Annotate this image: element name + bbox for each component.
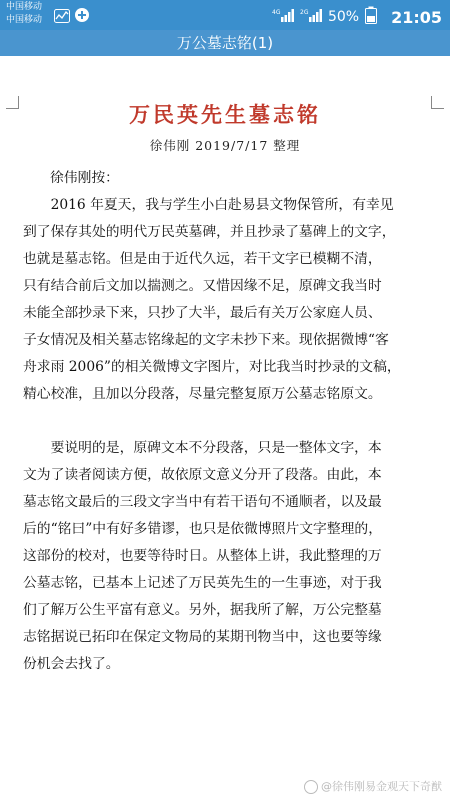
text-line: 文为了读者阅读方便，故依原文意义分开了段落。由此，本: [23, 467, 382, 483]
svg-text:2G: 2G: [299, 9, 309, 16]
weibo-icon: [304, 780, 318, 794]
svg-text:4G: 4G: [271, 9, 281, 16]
text-line: 2016 年夏天，我与学生小白赴易县文物保管所，有幸见: [23, 197, 394, 213]
text-line: 到了保存其处的明代万民英墓碑，并且抄录了墓碑上的文字，: [23, 224, 396, 240]
text-line: 公墓志铭，已基本上记述了万民英先生的一生事迹，对于我: [23, 575, 382, 591]
text-line: 只有结合前后文加以揣测之。又惜因缘不足，原碑文我当时: [23, 278, 382, 294]
text-line: 志铭据说已拓印在保定文物局的某期刊物当中，这也要等缘: [23, 629, 382, 645]
document-byline: 徐伟刚 2019/7/17 整理: [149, 138, 301, 153]
paragraph-1: [23, 192, 438, 408]
text-line: 子女情况及相关墓志铭缘起的文字未抄下来。现依据微博“客: [23, 332, 389, 348]
activity-icon: [54, 8, 70, 27]
status-right-group: [272, 6, 442, 28]
text-line: 后的“铭曰”中有好多错谬，也只是依微博照片文字整理的，: [23, 521, 383, 537]
battery-percentage: 50%: [327, 9, 360, 25]
carrier-label-1: 中国移动: [6, 2, 43, 12]
battery-icon: [365, 6, 377, 28]
signal-icon-1: [272, 8, 294, 26]
paragraph-2: [23, 435, 438, 678]
text-line: 份机会去找了。: [23, 656, 120, 672]
window-title: 万公墓志铭(1): [176, 34, 274, 52]
notification-icon: [74, 7, 90, 27]
document-title-bar: [0, 30, 450, 56]
paragraph-intro: [23, 165, 438, 192]
watermark-text: @徐伟刚易金观天下奇猷: [321, 780, 442, 793]
status-bar: [0, 0, 450, 30]
document-heading: 万民英先生墓志铭: [129, 102, 321, 127]
text-line: 也就是墓志铭。但是由于近代久远，若干文字已模糊不清，: [23, 251, 382, 267]
text-line: 精心校准，且加以分段落，尽量完整复原万公墓志铭原文。: [23, 386, 382, 402]
text-line: 这部份的校对，也要等待时日。从整体上讲，我此整理的万: [23, 548, 382, 564]
weibo-watermark: [304, 778, 442, 794]
carrier-label-2: 中国移动: [6, 15, 43, 25]
text-line: 舟求雨 2006”的相关微博文字图片，对比我当时抄录的文稿，: [23, 359, 401, 375]
signal-icon-2: [300, 8, 322, 26]
text-line: 要说明的是，原碑文本不分段落，只是一整体文字，本: [23, 440, 382, 456]
text-line: 徐伟刚按：: [50, 170, 119, 186]
text-line: 墓志铭文最后的三段文字当中有若干语句不通顺者，以及最: [23, 494, 382, 510]
text-line: 未能全部抄录下来，只抄了大半，最后有关万公家庭人员、: [23, 305, 382, 321]
text-line: 们了解万公生平富有意义。另外，据我所了解，万公完整墓: [23, 602, 382, 618]
clock: 21:05: [391, 7, 442, 27]
document-page[interactable]: [0, 56, 450, 800]
